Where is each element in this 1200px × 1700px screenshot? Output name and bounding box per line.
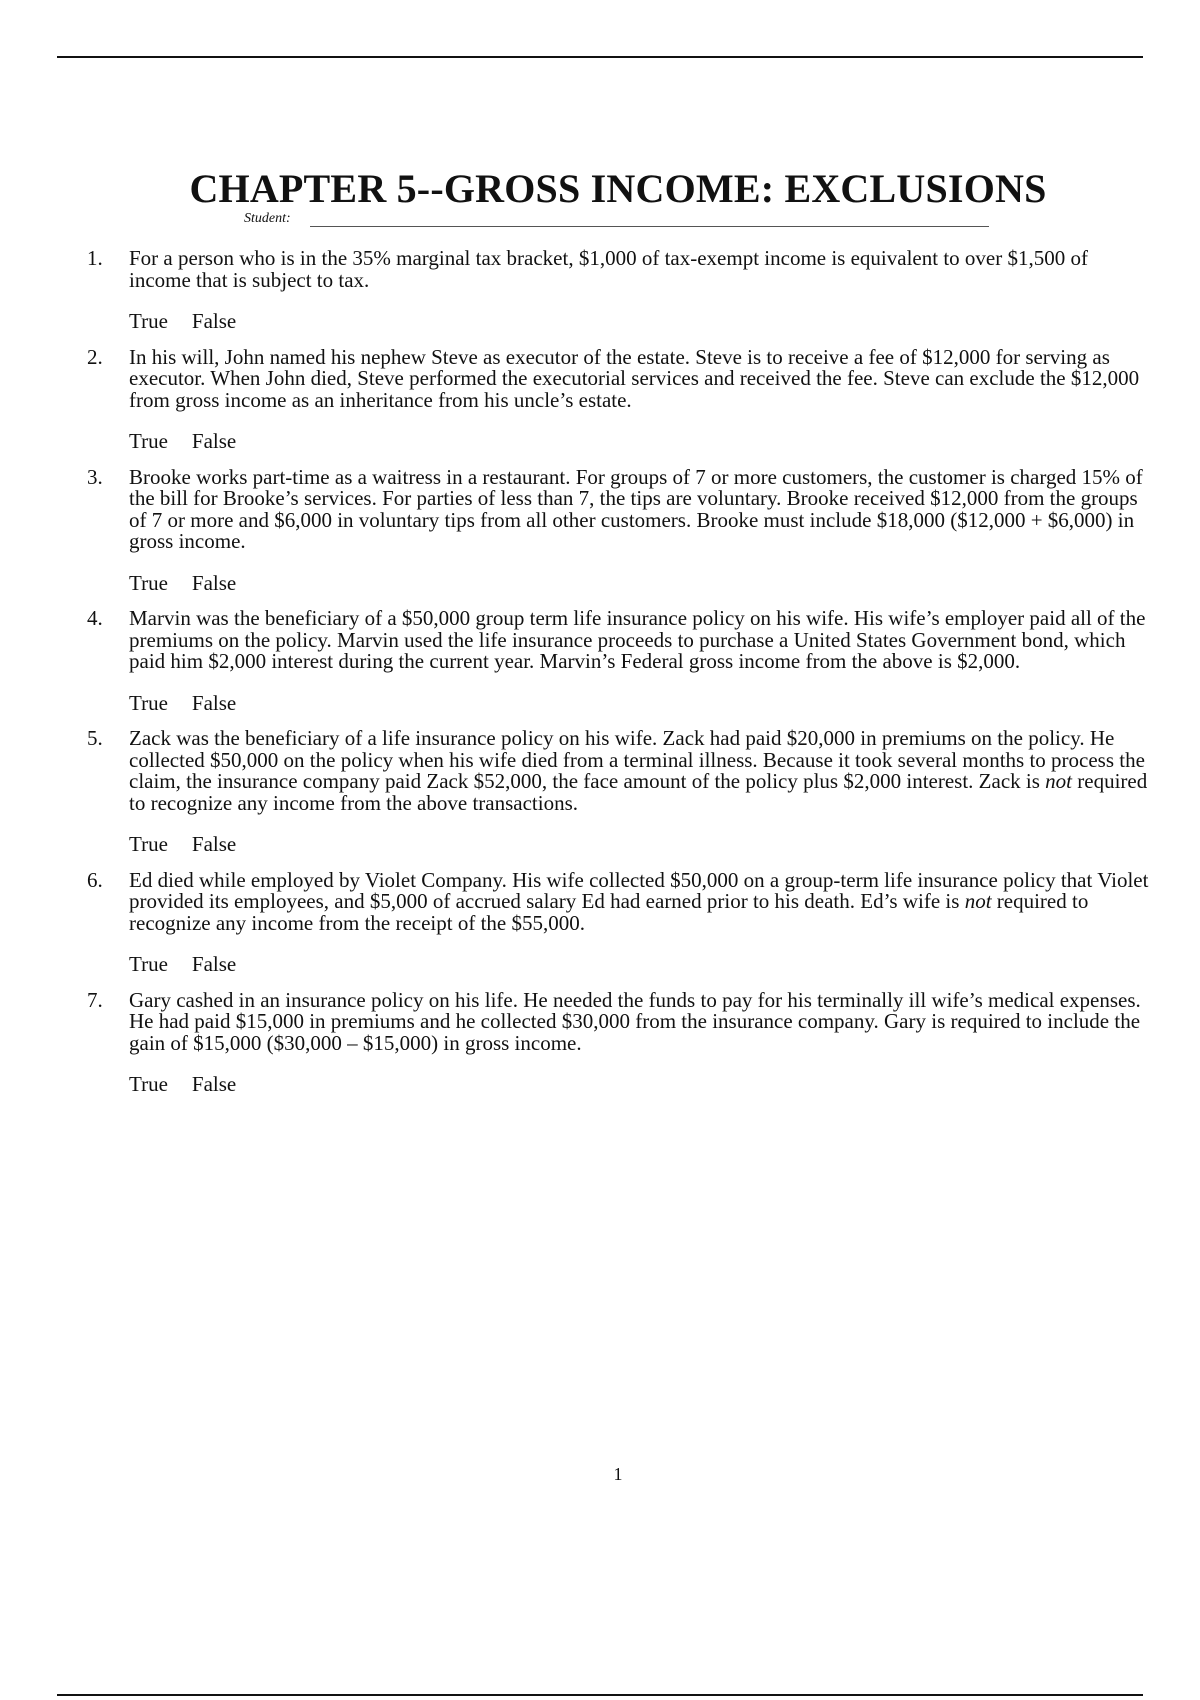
answer-option-true[interactable]: True (129, 429, 168, 453)
answer-option-true[interactable]: True (129, 832, 168, 856)
top-rule (57, 56, 1143, 58)
student-name-field[interactable] (244, 208, 989, 232)
question-number: 6. (87, 867, 103, 892)
answer-option-false[interactable]: False (191, 429, 237, 453)
question-text (129, 728, 1150, 814)
question-item (80, 728, 1150, 856)
question-number: 4. (87, 606, 103, 630)
answer-options (129, 1074, 1150, 1096)
page-title: CHAPTER 5--GROSS INCOME: EXCLUSIONS (189, 165, 1047, 211)
question-list (80, 248, 1150, 1110)
question-text-segment: Brooke works part-time as a waitress in a restaurant. For groups of 7 or more customers, the customer is charged 15% of the bill for Brooke’s services. For parties of less than 7, the tips are voluntary. Brooke received $12,000 from the groups of 7 or more and $6,000 in voluntary tips from all other customers. Brooke must include $18,000 ($12,000 + $6,000) in gross income. (129, 464, 1143, 553)
page-number: 1 (613, 1464, 623, 1484)
question-text-segment: Marvin was the beneficiary of a $50,000 group term life insurance policy on his wife. His wife’s employer paid all of the premiums on the policy. Marvin used the life insurance proceeds to purchase a United States Government bond, which paid him $2,000 interest during the current year. Marvin’s Federal gross income from the above is $2,000. (129, 606, 1146, 673)
question-text (129, 867, 1150, 935)
question-text-segment: Zack was the beneficiary of a life insurance policy on his wife. Zack had paid $20,000 in premiums on the policy. He collected $50,000 on the policy when his wife died from a terminal illness. Because it took several months to process the claim, the insurance company paid Zack $52,000, the face amount of the policy plus $2,000 interest. Zack is (129, 726, 1145, 793)
question-number: 5. (87, 726, 103, 750)
question-text-segment: Ed died while employed by Violet Company. His wife collected $50,000 on a group-term life insurance policy that Violet provided its employees, and $5,000 of accrued salary Ed had earned prior to his death. Ed’s wife is (129, 867, 1149, 913)
question-text (129, 464, 1150, 553)
answer-option-true[interactable]: True (129, 690, 168, 715)
question-text (129, 344, 1150, 412)
question-item (80, 987, 1150, 1096)
question-text (129, 248, 1150, 291)
answer-options (129, 570, 1150, 595)
question-text-emphasis: not (1045, 769, 1072, 793)
question-text (129, 608, 1150, 673)
answer-options (129, 834, 1150, 856)
answer-options (129, 311, 1150, 333)
question-item (80, 867, 1150, 976)
answer-option-true[interactable]: True (129, 309, 168, 333)
question-number: 2. (87, 344, 103, 369)
answer-options (129, 690, 1150, 715)
answer-option-false[interactable]: False (191, 690, 237, 715)
bottom-rule (57, 1694, 1143, 1696)
question-item (80, 464, 1150, 595)
question-text-emphasis: not (964, 889, 992, 913)
answer-option-true[interactable]: True (129, 1072, 168, 1096)
question-text-segment: required to recognize any income from the receipt of the $55,000. (129, 889, 1089, 935)
answer-option-false[interactable]: False (191, 309, 237, 333)
answer-option-false[interactable]: False (191, 952, 237, 976)
question-number: 1. (87, 246, 103, 270)
answer-option-true[interactable]: True (129, 952, 168, 976)
answer-options (129, 954, 1150, 976)
student-name-line[interactable] (310, 226, 989, 227)
question-text (129, 987, 1150, 1055)
question-text-segment: Gary cashed in an insurance policy on his life. He needed the funds to pay for his terminally ill wife’s medical expenses. He had paid $15,000 in premiums and he collected $30,000 from the insurance company. Gary is required to include the gain of $15,000 ($30,000 – $15,000) in gross income. (129, 987, 1141, 1055)
question-item (80, 608, 1150, 714)
answer-option-true[interactable]: True (129, 570, 168, 595)
answer-option-false[interactable]: False (191, 570, 237, 595)
answer-options (129, 431, 1150, 453)
question-text-segment: required to recognize any income from the above transactions. (129, 769, 1148, 815)
answer-option-false[interactable]: False (191, 1072, 237, 1096)
question-item (80, 248, 1150, 333)
student-label: Student: (244, 211, 291, 226)
question-text-segment: For a person who is in the 35% marginal tax bracket, $1,000 of tax-exempt income is equivalent to over $1,500 of income that is subject to tax. (129, 246, 1088, 292)
answer-option-false[interactable]: False (191, 832, 237, 856)
question-number: 3. (87, 464, 103, 489)
question-number: 7. (87, 987, 103, 1012)
question-item (80, 344, 1150, 453)
question-text-segment: In his will, John named his nephew Steve as executor of the estate. Steve is to receive a fee of $12,000 for serving as executor. When John died, Steve performed the executorial services and received the fee. Steve can exclude the $12,000 from gross income as an inheritance from his uncle’s estate. (129, 344, 1140, 412)
